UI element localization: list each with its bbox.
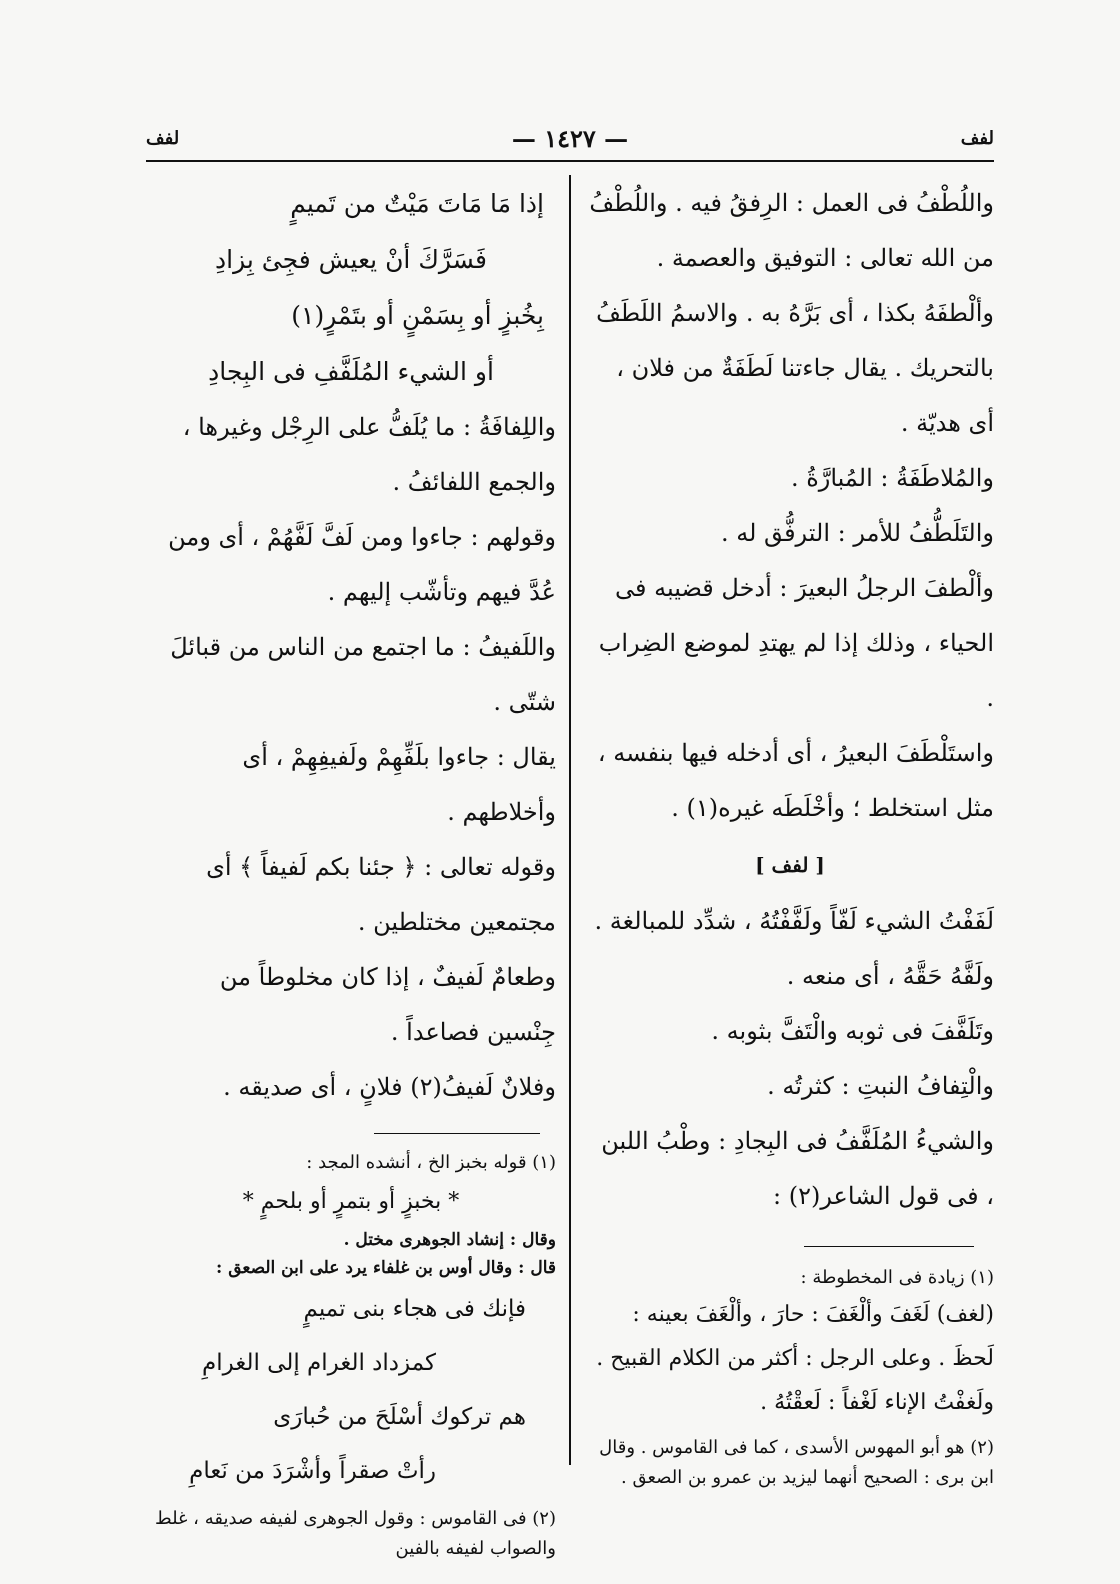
footnote-poem-line: رأتْ صقراً وأشْرَدَ من نَعامِ bbox=[189, 1458, 436, 1484]
paragraph: لَفَفْتُ الشيء لَفّاً ولَفَّفْتُهُ ، شدِّد للمبالغة . bbox=[594, 907, 994, 935]
column-divider bbox=[569, 175, 571, 1465]
footnote-poem-line: كمزداد الغرام إلى الغرامِ bbox=[202, 1350, 436, 1376]
page-number: — ١٤٢٧ — bbox=[511, 124, 629, 153]
paragraph: وطعامٌ لَفيفٌ ، إذا كان مخلوطاً من جِنْسين فصاعداً . bbox=[219, 963, 556, 1046]
footnote: (لغف) لَغَفَ وألْغَفَ : حارَ ، وألْغَفَ بعينه : لَحظَ . وعلى الرجل : أكثر من الكلام القبيح . ولَغفْتُ الإناء لَغْفاً : لَعقْتُهُ . bbox=[596, 1302, 994, 1415]
footnote-note: قال : وقال أوس بن غلفاء يرد على ابن الصعق : bbox=[216, 1258, 556, 1278]
header-root-word-right: لفف bbox=[960, 128, 994, 149]
left-column bbox=[146, 176, 556, 1564]
poem-verse: إذا مَا مَاتَ مَيْتٌ من تَميمٍ bbox=[290, 189, 544, 218]
paragraph: والْتِفافُ النبتِ : كثرتُه . bbox=[767, 1072, 994, 1100]
paragraph: وقولهم : جاءوا ومن لَفَّ لَفَّهُمْ ، أى ومن عُدَّ فيهم وتأشّب إليهم . bbox=[168, 523, 556, 606]
footnote: (١) قوله بخبز الخ ، أنشده المجد : bbox=[306, 1152, 556, 1173]
paragraph: والتَلَطُّفُ للأمر : الترفُّق له . bbox=[720, 519, 994, 547]
footnote: (١) زيادة فى المخطوطة : bbox=[800, 1267, 994, 1288]
footnote-note: وقال : إنشاد الجوهرى مختل . bbox=[343, 1230, 556, 1250]
paragraph: وألْطفَهُ بكذا ، أى بَرَّهُ به . والاسمُ اللَطَفُ بالتحريك . يقال جاءتنا لَطَفَةٌ من فلان ، أى هديّة . bbox=[596, 299, 994, 437]
header-root-word-left: لفف bbox=[146, 128, 180, 149]
paragraph: وتَلَفَّفَ فى ثوبه والْتَفَّ بثوبه . bbox=[711, 1017, 994, 1045]
paragraph: واللُطْفُ فى العمل : الرِفقُ فيه . واللُطْفُ من الله تعالى : التوفيق والعصمة . bbox=[589, 189, 994, 272]
footnote: (٢) فى القاموس : وقول الجوهرى لفيفه صديقه ، غلط والصواب لفيفه بالفين bbox=[154, 1508, 556, 1559]
footnote-poem-line: هم تركوك أسْلَحَ من حُبارَى bbox=[273, 1404, 526, 1430]
poem-verse: بِخُبزٍ أو بِسَمْنٍ أو بتَمْرٍ(١) bbox=[291, 301, 544, 330]
header-rule bbox=[146, 160, 994, 162]
right-column bbox=[586, 176, 994, 1493]
paragraph: وألْطفَ الرجلُ البعيرَ : أدخل قضيبه فى الحياء ، وذلك إذا لم يهتدِ لموضع الضِراب . bbox=[598, 574, 994, 712]
entry-heading: [ لفف ] bbox=[755, 853, 825, 877]
paragraph: وفلانٌ لَفيفُ(٢) فلانٍ ، أى صديقه . bbox=[223, 1073, 556, 1101]
poem-verse: فَسَرَّكَ أنْ يعيش فجِئ بِزادِ bbox=[215, 245, 487, 274]
page-header bbox=[146, 118, 994, 164]
footnote: (٢) هو أبو المهوس الأسدى ، كما فى القاموس . وقال ابن برى : الصحيح أنهما ليزيد بن عمرو بن الصعق . bbox=[599, 1437, 994, 1488]
paragraph: واللِفافَةُ : ما يُلَفُّ على الرِجْل وغيرها ، والجمع اللفائفُ . bbox=[182, 413, 556, 496]
poem-verse: أو الشيء المُلَفَّفِ فى البِجادِ bbox=[208, 357, 494, 386]
paragraph: وقوله تعالى : ﴿ جئنا بكم لَفيفاً ﴾ أى مجتمعين مختلطين . bbox=[206, 853, 556, 936]
footnote-rule bbox=[804, 1246, 974, 1247]
footnote-verse: * بخبزٍ أو بتمرٍ أو بلحمٍ * bbox=[242, 1189, 460, 1214]
paragraph: يقال : جاءوا بلَفِّهِمْ ولَفيفِهِمْ ، أى وأخلاطهم . bbox=[242, 743, 556, 826]
paragraph: واللَفيفُ : ما اجتمع من الناس من قبائلَ شتّى . bbox=[170, 633, 556, 716]
footnote-poem-line: فإنك فى هجاء بنى تميمٍ bbox=[303, 1296, 526, 1322]
footnote-rule bbox=[374, 1133, 540, 1134]
paragraph: والمُلاطَفَةُ : المُبارَّةُ . bbox=[790, 464, 994, 492]
paragraph: والشيءُ المُلَفَّفُ فى البِجادِ : وطْبُ اللبن ، فى قول الشاعر(٢) : bbox=[601, 1127, 994, 1210]
paragraph: ولَفَّهُ حَقَّهُ ، أى منعه . bbox=[786, 962, 994, 990]
paragraph: واستَلْطَفَ البعيرُ ، أى أدخله فيها بنفسه ، مثل استخلط ؛ وأخْلَطَه غيره(١) . bbox=[597, 739, 994, 822]
